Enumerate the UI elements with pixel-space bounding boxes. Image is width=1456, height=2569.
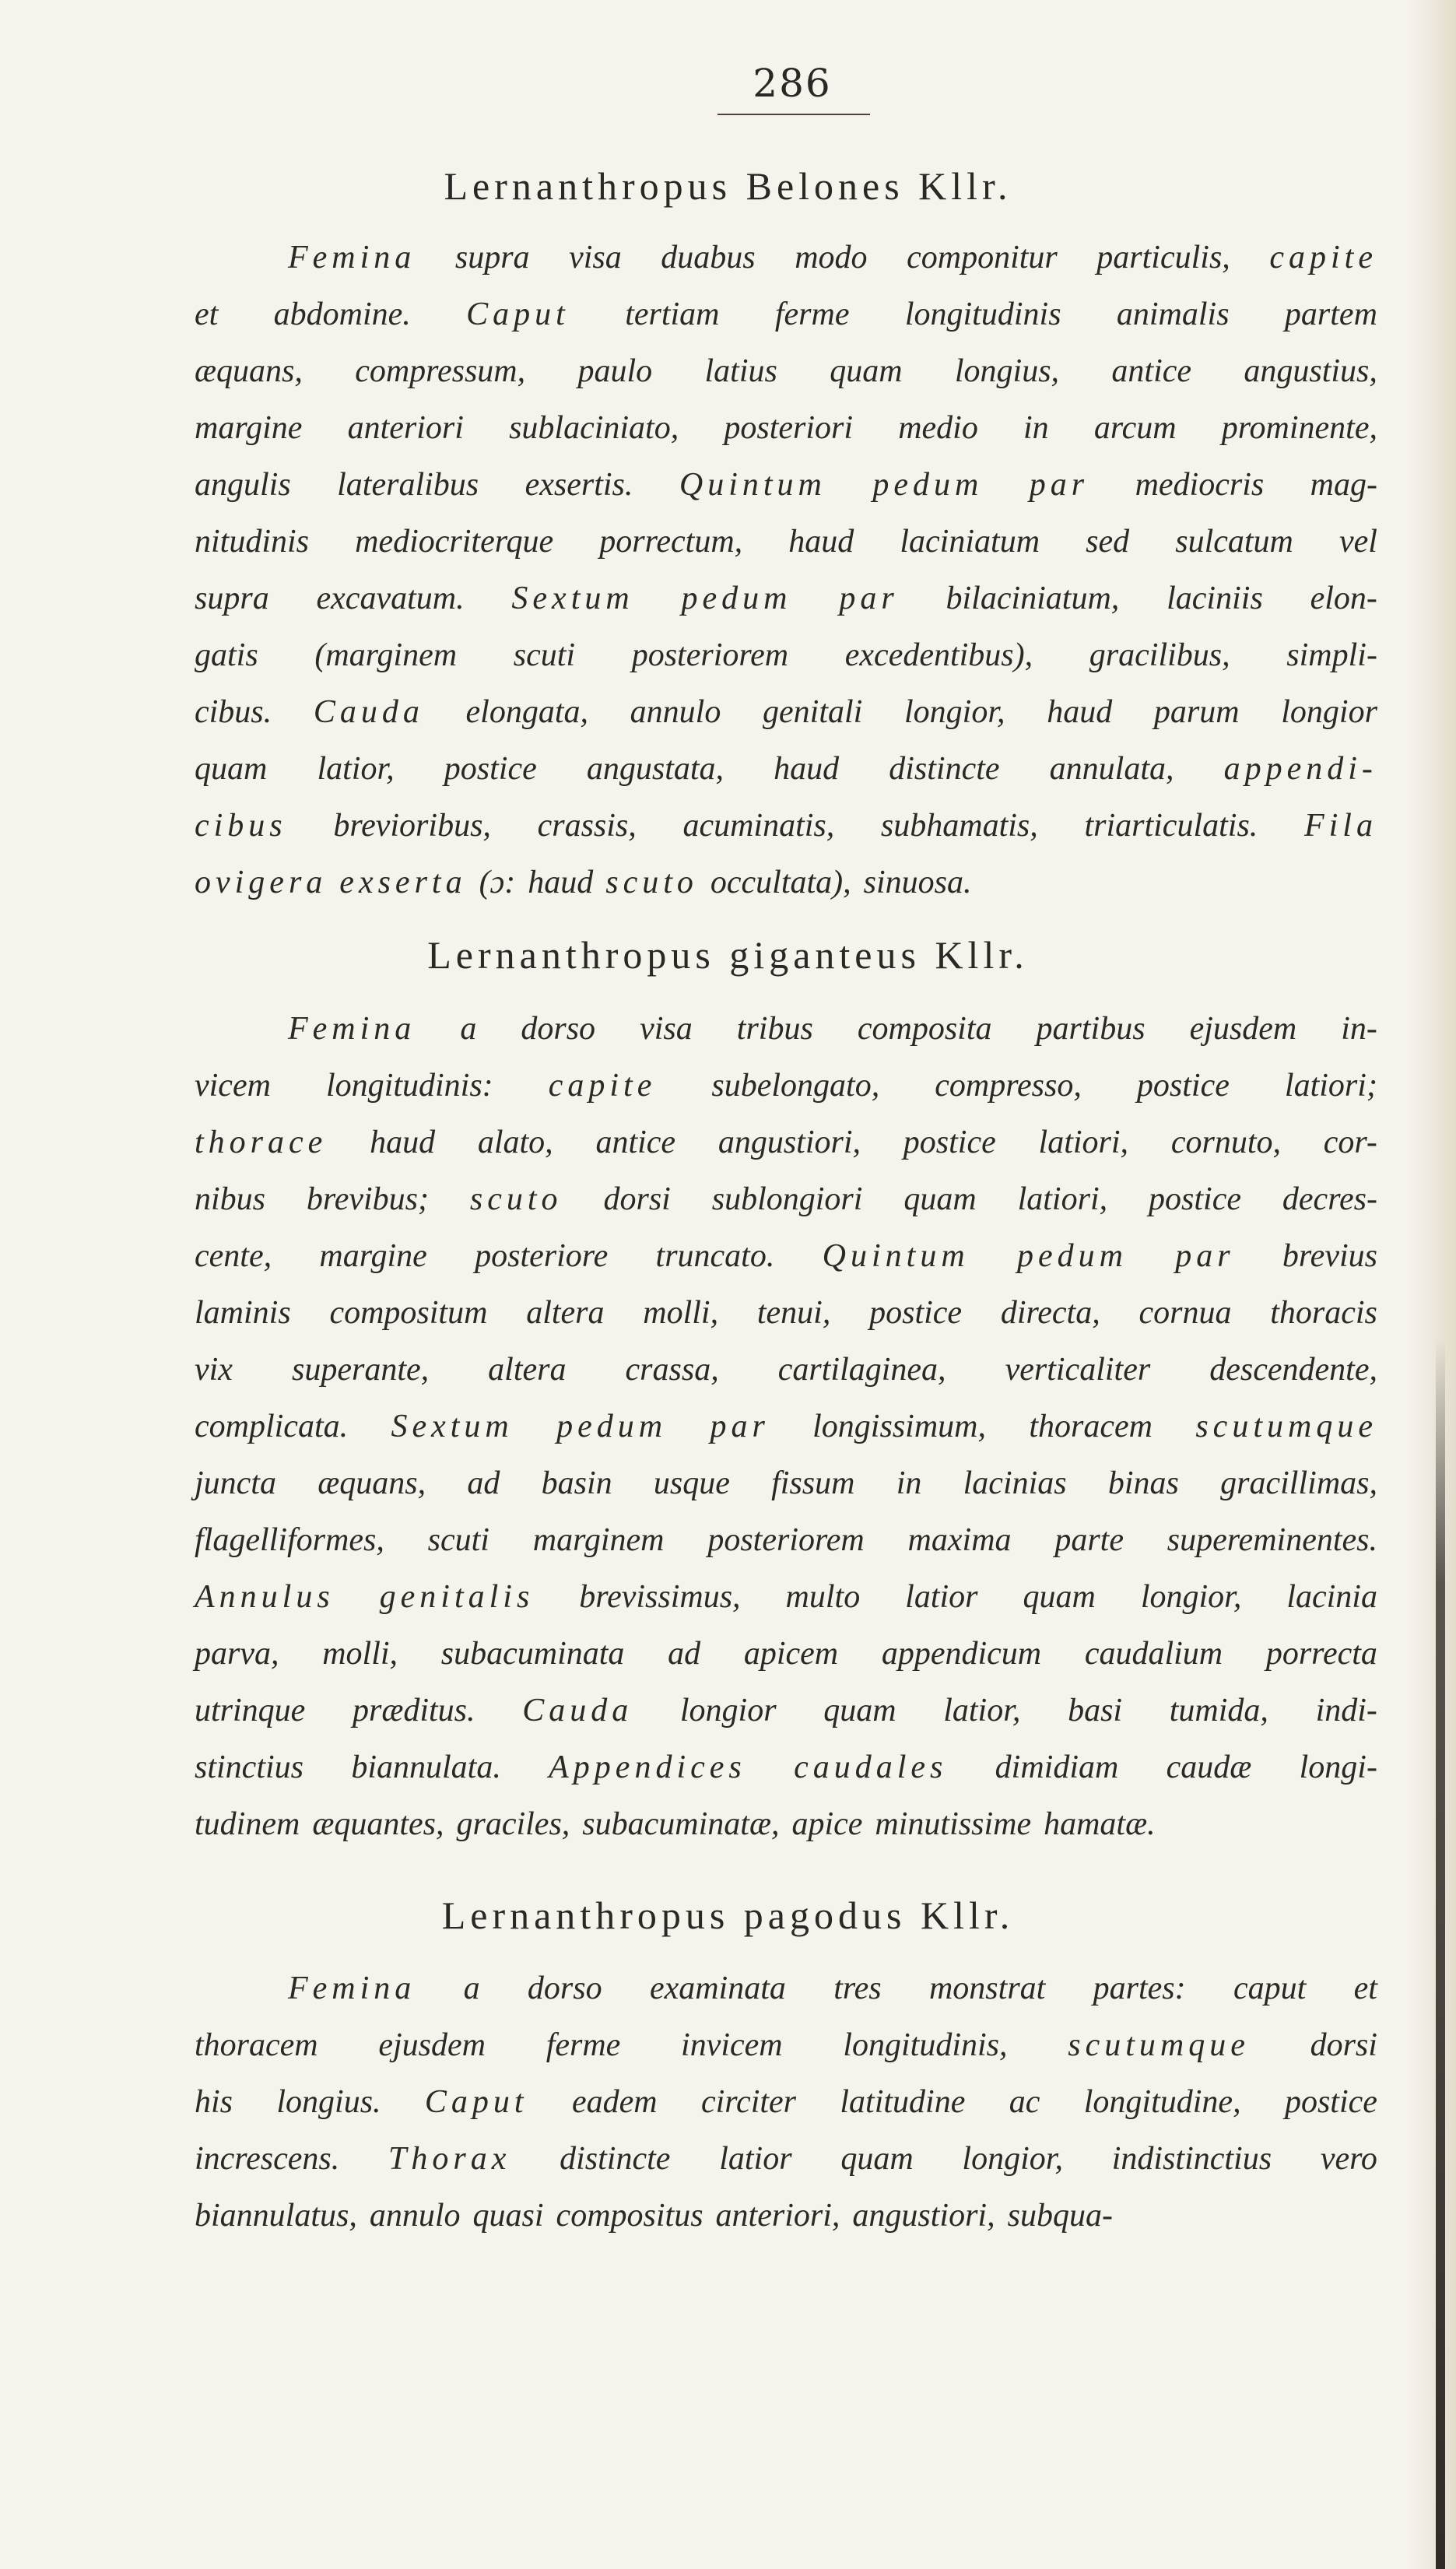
word: sulcatum xyxy=(1175,524,1293,560)
word: longius, xyxy=(954,353,1060,389)
binding-edge xyxy=(1436,1339,1445,2569)
word: pedum xyxy=(556,1409,668,1444)
word: in xyxy=(896,1465,922,1501)
word: cornuto, xyxy=(1170,1125,1281,1160)
word: descendente, xyxy=(1209,1352,1377,1388)
word: cibus xyxy=(195,808,287,844)
word: postice xyxy=(869,1295,963,1331)
word: composita xyxy=(857,1011,992,1047)
word: ferme xyxy=(546,2027,621,2063)
word: Thorax xyxy=(388,2141,511,2177)
word: annulo xyxy=(369,2198,461,2234)
text-line xyxy=(195,636,1377,693)
word: molli, xyxy=(643,1295,719,1331)
word: Fila xyxy=(1303,808,1377,844)
word: scutumque xyxy=(1068,2027,1250,2063)
word: medio xyxy=(898,410,978,446)
word: eadem xyxy=(571,2084,658,2120)
word: tres xyxy=(833,1971,882,2006)
text-line xyxy=(195,1969,1377,2026)
word: Femina xyxy=(288,1011,416,1047)
word: gracilibus, xyxy=(1089,637,1230,673)
word: caudales xyxy=(794,1750,948,1785)
text-line xyxy=(195,1066,1377,1123)
word: angustiori, xyxy=(717,1125,861,1160)
word: longitudine, xyxy=(1083,2084,1241,2120)
word: partem xyxy=(1284,297,1377,332)
word: occultata), xyxy=(710,865,851,900)
section-heading-belones: Lernanthropus Belones Kllr. xyxy=(444,164,1012,208)
word: superante, xyxy=(291,1352,430,1388)
word: antice xyxy=(1111,353,1192,389)
word: latiori; xyxy=(1284,1068,1377,1104)
word: scuto xyxy=(605,865,698,900)
word: et xyxy=(195,297,219,332)
word: thoracis xyxy=(1270,1295,1377,1331)
word: distincte xyxy=(560,2141,671,2177)
word: angustata, xyxy=(586,751,724,787)
word: et xyxy=(1353,1971,1377,2006)
word: fissum xyxy=(771,1465,855,1501)
word: nitudinis xyxy=(195,524,310,560)
word: distincte xyxy=(889,751,1000,787)
word: exserta xyxy=(339,865,467,900)
text-line xyxy=(195,1180,1377,1237)
word: sinuosa. xyxy=(863,865,972,900)
word: indistinctius xyxy=(1111,2141,1272,2177)
word: basi xyxy=(1068,1693,1123,1728)
word: cornua xyxy=(1138,1295,1232,1331)
word: his xyxy=(195,2084,233,2120)
word: longitudinis, xyxy=(843,2027,1008,2063)
paragraph-giganteus xyxy=(195,1009,1377,1862)
word: altera xyxy=(526,1295,605,1331)
word: latior, xyxy=(943,1693,1021,1728)
word: æquantes, xyxy=(312,1806,444,1842)
word: crassis, xyxy=(537,808,637,844)
word: elongata, xyxy=(465,694,588,730)
word: flagelliformes, xyxy=(195,1522,384,1558)
word: angustiori, xyxy=(852,2198,995,2234)
word: longior, xyxy=(962,2141,1063,2177)
word: longior, xyxy=(1140,1579,1242,1615)
word: mag- xyxy=(1310,467,1377,503)
word: in xyxy=(1023,410,1049,446)
word: dorsi xyxy=(1310,2027,1377,2063)
word: tenui, xyxy=(756,1295,831,1331)
word: haud xyxy=(370,1125,436,1160)
word: compresso, xyxy=(935,1068,1082,1104)
word: pedum xyxy=(681,581,792,616)
word: par xyxy=(710,1409,770,1444)
word: compositus xyxy=(556,2198,703,2234)
text-line xyxy=(195,1350,1377,1407)
word: genitali xyxy=(763,694,863,730)
word: supereminentes. xyxy=(1167,1522,1377,1558)
word: laciniatum xyxy=(900,524,1040,560)
word: latior, xyxy=(317,751,395,787)
word: examinata xyxy=(649,1971,786,2006)
word: usque xyxy=(653,1465,730,1501)
word: dorsi xyxy=(603,1181,671,1217)
word: Femina xyxy=(288,1971,416,2006)
word: excedentibus), xyxy=(844,637,1033,673)
word: appendi- xyxy=(1223,751,1377,787)
word: margine xyxy=(319,1238,427,1274)
word: a xyxy=(463,1971,480,2006)
text-line xyxy=(195,1634,1377,1691)
word: longitudinis xyxy=(904,297,1061,332)
word: monstrat xyxy=(928,1971,1046,2006)
word: ad xyxy=(668,1636,701,1672)
word: graciles, xyxy=(456,1806,570,1842)
word: supra xyxy=(454,240,530,276)
word: subacuminata xyxy=(440,1636,625,1672)
word: Annulus xyxy=(195,1579,335,1615)
word: cente, xyxy=(195,1238,272,1274)
word: haud xyxy=(788,524,854,560)
word: posteriori xyxy=(724,410,854,446)
word: ferme xyxy=(774,297,850,332)
word: longior xyxy=(1281,694,1377,730)
word: duabus xyxy=(661,240,756,276)
word: compositum xyxy=(329,1295,488,1331)
text-line xyxy=(195,1407,1377,1464)
word: tudinem xyxy=(195,1806,300,1842)
word: cibus. xyxy=(195,694,272,730)
word: scuti xyxy=(513,637,576,673)
word: par xyxy=(839,581,899,616)
word: acuminatis, xyxy=(682,808,835,844)
word: appendicum xyxy=(881,1636,1042,1672)
word: parum xyxy=(1153,694,1240,730)
word: annulata, xyxy=(1049,751,1174,787)
word: particulis, xyxy=(1096,240,1230,276)
word: haud xyxy=(774,751,840,787)
word: tumida, xyxy=(1169,1693,1268,1728)
word: vero xyxy=(1320,2141,1377,2177)
word: truncato. xyxy=(655,1238,775,1274)
text-line xyxy=(195,238,1377,295)
word: apice xyxy=(791,1806,863,1842)
word: pedum xyxy=(872,467,984,503)
word: brevissimus, xyxy=(579,1579,741,1615)
text-line xyxy=(195,522,1377,579)
word: posteriore xyxy=(475,1238,609,1274)
word: quam xyxy=(903,1181,977,1217)
word: componitur xyxy=(907,240,1058,276)
word: Quintum xyxy=(679,467,826,503)
word: modo xyxy=(795,240,868,276)
word: Femina xyxy=(288,240,416,276)
word: latior xyxy=(719,2141,792,2177)
word: anteriori xyxy=(347,410,464,446)
word: bilaciniatum, xyxy=(946,581,1120,616)
section-heading-giganteus: Lernanthropus giganteus Kllr. xyxy=(427,933,1029,977)
word: latior xyxy=(905,1579,978,1615)
word: hamatæ. xyxy=(1044,1806,1156,1842)
word: latitudine xyxy=(840,2084,966,2120)
word: apicem xyxy=(743,1636,839,1672)
word: porrecta xyxy=(1265,1636,1377,1672)
word: complicata. xyxy=(195,1409,349,1444)
word: maxima xyxy=(907,1522,1012,1558)
word: subhamatis, xyxy=(880,808,1038,844)
word: genitalis xyxy=(379,1579,535,1615)
word: quasi xyxy=(472,2198,544,2234)
word: molli, xyxy=(322,1636,398,1672)
word: scuti xyxy=(427,1522,489,1558)
word: nibus xyxy=(195,1181,266,1217)
word: gracillimas, xyxy=(1220,1465,1377,1501)
word: haud xyxy=(1047,694,1113,730)
word: lacinia xyxy=(1286,1579,1377,1615)
word: posteriorem xyxy=(631,637,789,673)
word: (marginem xyxy=(314,637,458,673)
word: longi- xyxy=(1299,1750,1377,1785)
text-line xyxy=(195,579,1377,636)
word: parte xyxy=(1054,1522,1124,1558)
word: quam xyxy=(195,751,268,787)
word: triarticulatis. xyxy=(1084,808,1258,844)
word: stinctius xyxy=(195,1750,304,1785)
text-line xyxy=(195,409,1377,465)
word: cor- xyxy=(1323,1125,1377,1160)
word: laciniis xyxy=(1167,581,1263,616)
text-line xyxy=(195,352,1377,409)
word: sublongiori xyxy=(711,1181,863,1217)
word: utrinque xyxy=(195,1693,306,1728)
word: binas xyxy=(1107,1465,1179,1501)
word: postice xyxy=(1284,2084,1377,2120)
word: subelongato, xyxy=(711,1068,880,1104)
word: caput xyxy=(1233,1971,1307,2006)
word: a xyxy=(460,1011,477,1047)
word: latiori, xyxy=(1017,1181,1108,1217)
word: brevibus; xyxy=(306,1181,429,1217)
word: altera xyxy=(488,1352,567,1388)
word: mediocris xyxy=(1135,467,1265,503)
word: juncta xyxy=(195,1465,276,1501)
word: basin xyxy=(541,1465,612,1501)
word: exsertis. xyxy=(525,467,633,503)
text-line xyxy=(195,1464,1377,1521)
word: circiter xyxy=(700,2084,797,2120)
word: excavatum. xyxy=(316,581,465,616)
page-number-rule xyxy=(717,114,870,115)
text-line xyxy=(195,465,1377,522)
word: Sextum xyxy=(391,1409,514,1444)
word: æquans, xyxy=(195,353,303,389)
word: sed xyxy=(1086,524,1130,560)
word: lateralibus xyxy=(337,467,479,503)
text-line xyxy=(195,1009,1377,1066)
word: margine xyxy=(195,410,303,446)
word: Cauda xyxy=(313,694,424,730)
word: pedum xyxy=(1016,1238,1128,1274)
text-line xyxy=(195,1123,1377,1180)
word: thoracem xyxy=(195,2027,318,2063)
word: quam xyxy=(830,353,903,389)
word: elon- xyxy=(1310,581,1377,616)
word: paulo xyxy=(577,353,653,389)
word: capite xyxy=(548,1068,657,1104)
word: invicem xyxy=(681,2027,783,2063)
word: brevioribus, xyxy=(333,808,491,844)
word: postice xyxy=(903,1125,996,1160)
word: porrectum, xyxy=(599,524,743,560)
word: scutumque xyxy=(1195,1409,1377,1444)
word: capite xyxy=(1269,240,1377,276)
word: postice xyxy=(1136,1068,1230,1104)
word: haud xyxy=(528,865,594,900)
word: postice xyxy=(1149,1181,1241,1217)
word: subacuminatæ, xyxy=(582,1806,780,1842)
text-line xyxy=(195,806,1377,863)
text-line xyxy=(195,1805,1377,1862)
word: thorace xyxy=(195,1125,328,1160)
word: subqua- xyxy=(1007,2198,1113,2234)
word: animalis xyxy=(1116,297,1230,332)
text-line xyxy=(195,1237,1377,1293)
word: ejusdem xyxy=(1189,1011,1297,1047)
word: æquans, xyxy=(318,1465,426,1501)
section-heading-pagodus: Lernanthropus pagodus Kllr. xyxy=(441,1893,1015,1937)
word: vix xyxy=(195,1352,233,1388)
text-line xyxy=(195,1293,1377,1350)
word: longius. xyxy=(276,2084,381,2120)
word: marginem xyxy=(532,1522,665,1558)
word: mediocriterque xyxy=(355,524,554,560)
text-line xyxy=(195,749,1377,806)
word: increscens. xyxy=(195,2141,340,2177)
word: biannulata. xyxy=(351,1750,501,1785)
word: quam xyxy=(823,1693,896,1728)
word: alato, xyxy=(477,1125,553,1160)
word: lacinias xyxy=(963,1465,1067,1501)
word: longior, xyxy=(904,694,1005,730)
word: biannulatus, xyxy=(195,2198,357,2234)
word: in- xyxy=(1341,1011,1377,1047)
paragraph-pagodus xyxy=(195,1969,1377,2253)
word: Sextum xyxy=(511,581,634,616)
word: angulis xyxy=(195,467,291,503)
word: (ɔ: xyxy=(479,865,516,900)
text-line xyxy=(195,693,1377,749)
word: præditus. xyxy=(352,1693,475,1728)
word: parva, xyxy=(195,1636,279,1672)
word: anteriori, xyxy=(715,2198,840,2234)
word: latius xyxy=(704,353,777,389)
word: annulo xyxy=(630,694,721,730)
word: supra xyxy=(195,581,269,616)
word: quam xyxy=(1023,1579,1096,1615)
word: simpli- xyxy=(1286,637,1377,673)
text-line xyxy=(195,2083,1377,2139)
word: scuto xyxy=(469,1181,563,1217)
word: dorso xyxy=(521,1011,596,1047)
word: dimidiam xyxy=(995,1750,1119,1785)
word: abdomine. xyxy=(273,297,411,332)
word: antice xyxy=(595,1125,676,1160)
word: postice xyxy=(444,751,537,787)
word: Appendices xyxy=(549,1750,746,1785)
text-line xyxy=(195,1748,1377,1805)
word: visa xyxy=(640,1011,693,1047)
word: dorso xyxy=(527,1971,602,2006)
word: directa, xyxy=(1000,1295,1100,1331)
word: partibus xyxy=(1036,1011,1146,1047)
word: par xyxy=(1175,1238,1235,1274)
word: laminis xyxy=(195,1295,291,1331)
word: prominente, xyxy=(1221,410,1377,446)
word: indi- xyxy=(1315,1693,1377,1728)
word: longissimum, xyxy=(812,1409,986,1444)
word: Caput xyxy=(424,2084,528,2120)
word: latiori, xyxy=(1038,1125,1129,1160)
text-line xyxy=(195,1691,1377,1748)
word: posteriorem xyxy=(707,1522,865,1558)
word: caudalium xyxy=(1084,1636,1223,1672)
word: vel xyxy=(1338,524,1377,560)
word: Cauda xyxy=(522,1693,633,1728)
word: cartilaginea, xyxy=(777,1352,946,1388)
word: arcum xyxy=(1093,410,1177,446)
word: angustius, xyxy=(1244,353,1377,389)
page-number: 286 xyxy=(753,61,832,106)
word: sublaciniato, xyxy=(509,410,679,446)
word: tertiam xyxy=(625,297,720,332)
word: longior xyxy=(679,1693,777,1728)
text-line xyxy=(195,2139,1377,2196)
word: multo xyxy=(785,1579,861,1615)
text-line xyxy=(195,1578,1377,1634)
text-line xyxy=(195,295,1377,352)
word: longitudinis: xyxy=(325,1068,493,1104)
word: thoracem xyxy=(1029,1409,1153,1444)
word: visa xyxy=(569,240,622,276)
word: minutissime xyxy=(875,1806,1032,1842)
word: caudæ xyxy=(1166,1750,1252,1785)
word: ovigera xyxy=(195,865,328,900)
text-line xyxy=(195,1521,1377,1578)
word: crassa, xyxy=(625,1352,719,1388)
word: par xyxy=(1029,467,1089,503)
word: verticaliter xyxy=(1005,1352,1151,1388)
word: Quintum xyxy=(822,1238,970,1274)
word: ad xyxy=(467,1465,500,1501)
word: brevius xyxy=(1282,1238,1377,1274)
word: ejusdem xyxy=(378,2027,486,2063)
text-line xyxy=(195,2196,1377,2253)
word: tribus xyxy=(736,1011,813,1047)
word: Caput xyxy=(466,297,570,332)
word: gatis xyxy=(195,637,258,673)
paragraph-belones xyxy=(195,238,1377,920)
word: quam xyxy=(840,2141,914,2177)
page-edge-shadow xyxy=(1409,0,1456,2569)
word: compressum, xyxy=(355,353,526,389)
word: partes: xyxy=(1093,1971,1186,2006)
text-line xyxy=(195,863,1377,920)
word: ac xyxy=(1009,2084,1040,2120)
text-line xyxy=(195,2026,1377,2083)
word: decres- xyxy=(1282,1181,1377,1217)
word: vicem xyxy=(195,1068,271,1104)
